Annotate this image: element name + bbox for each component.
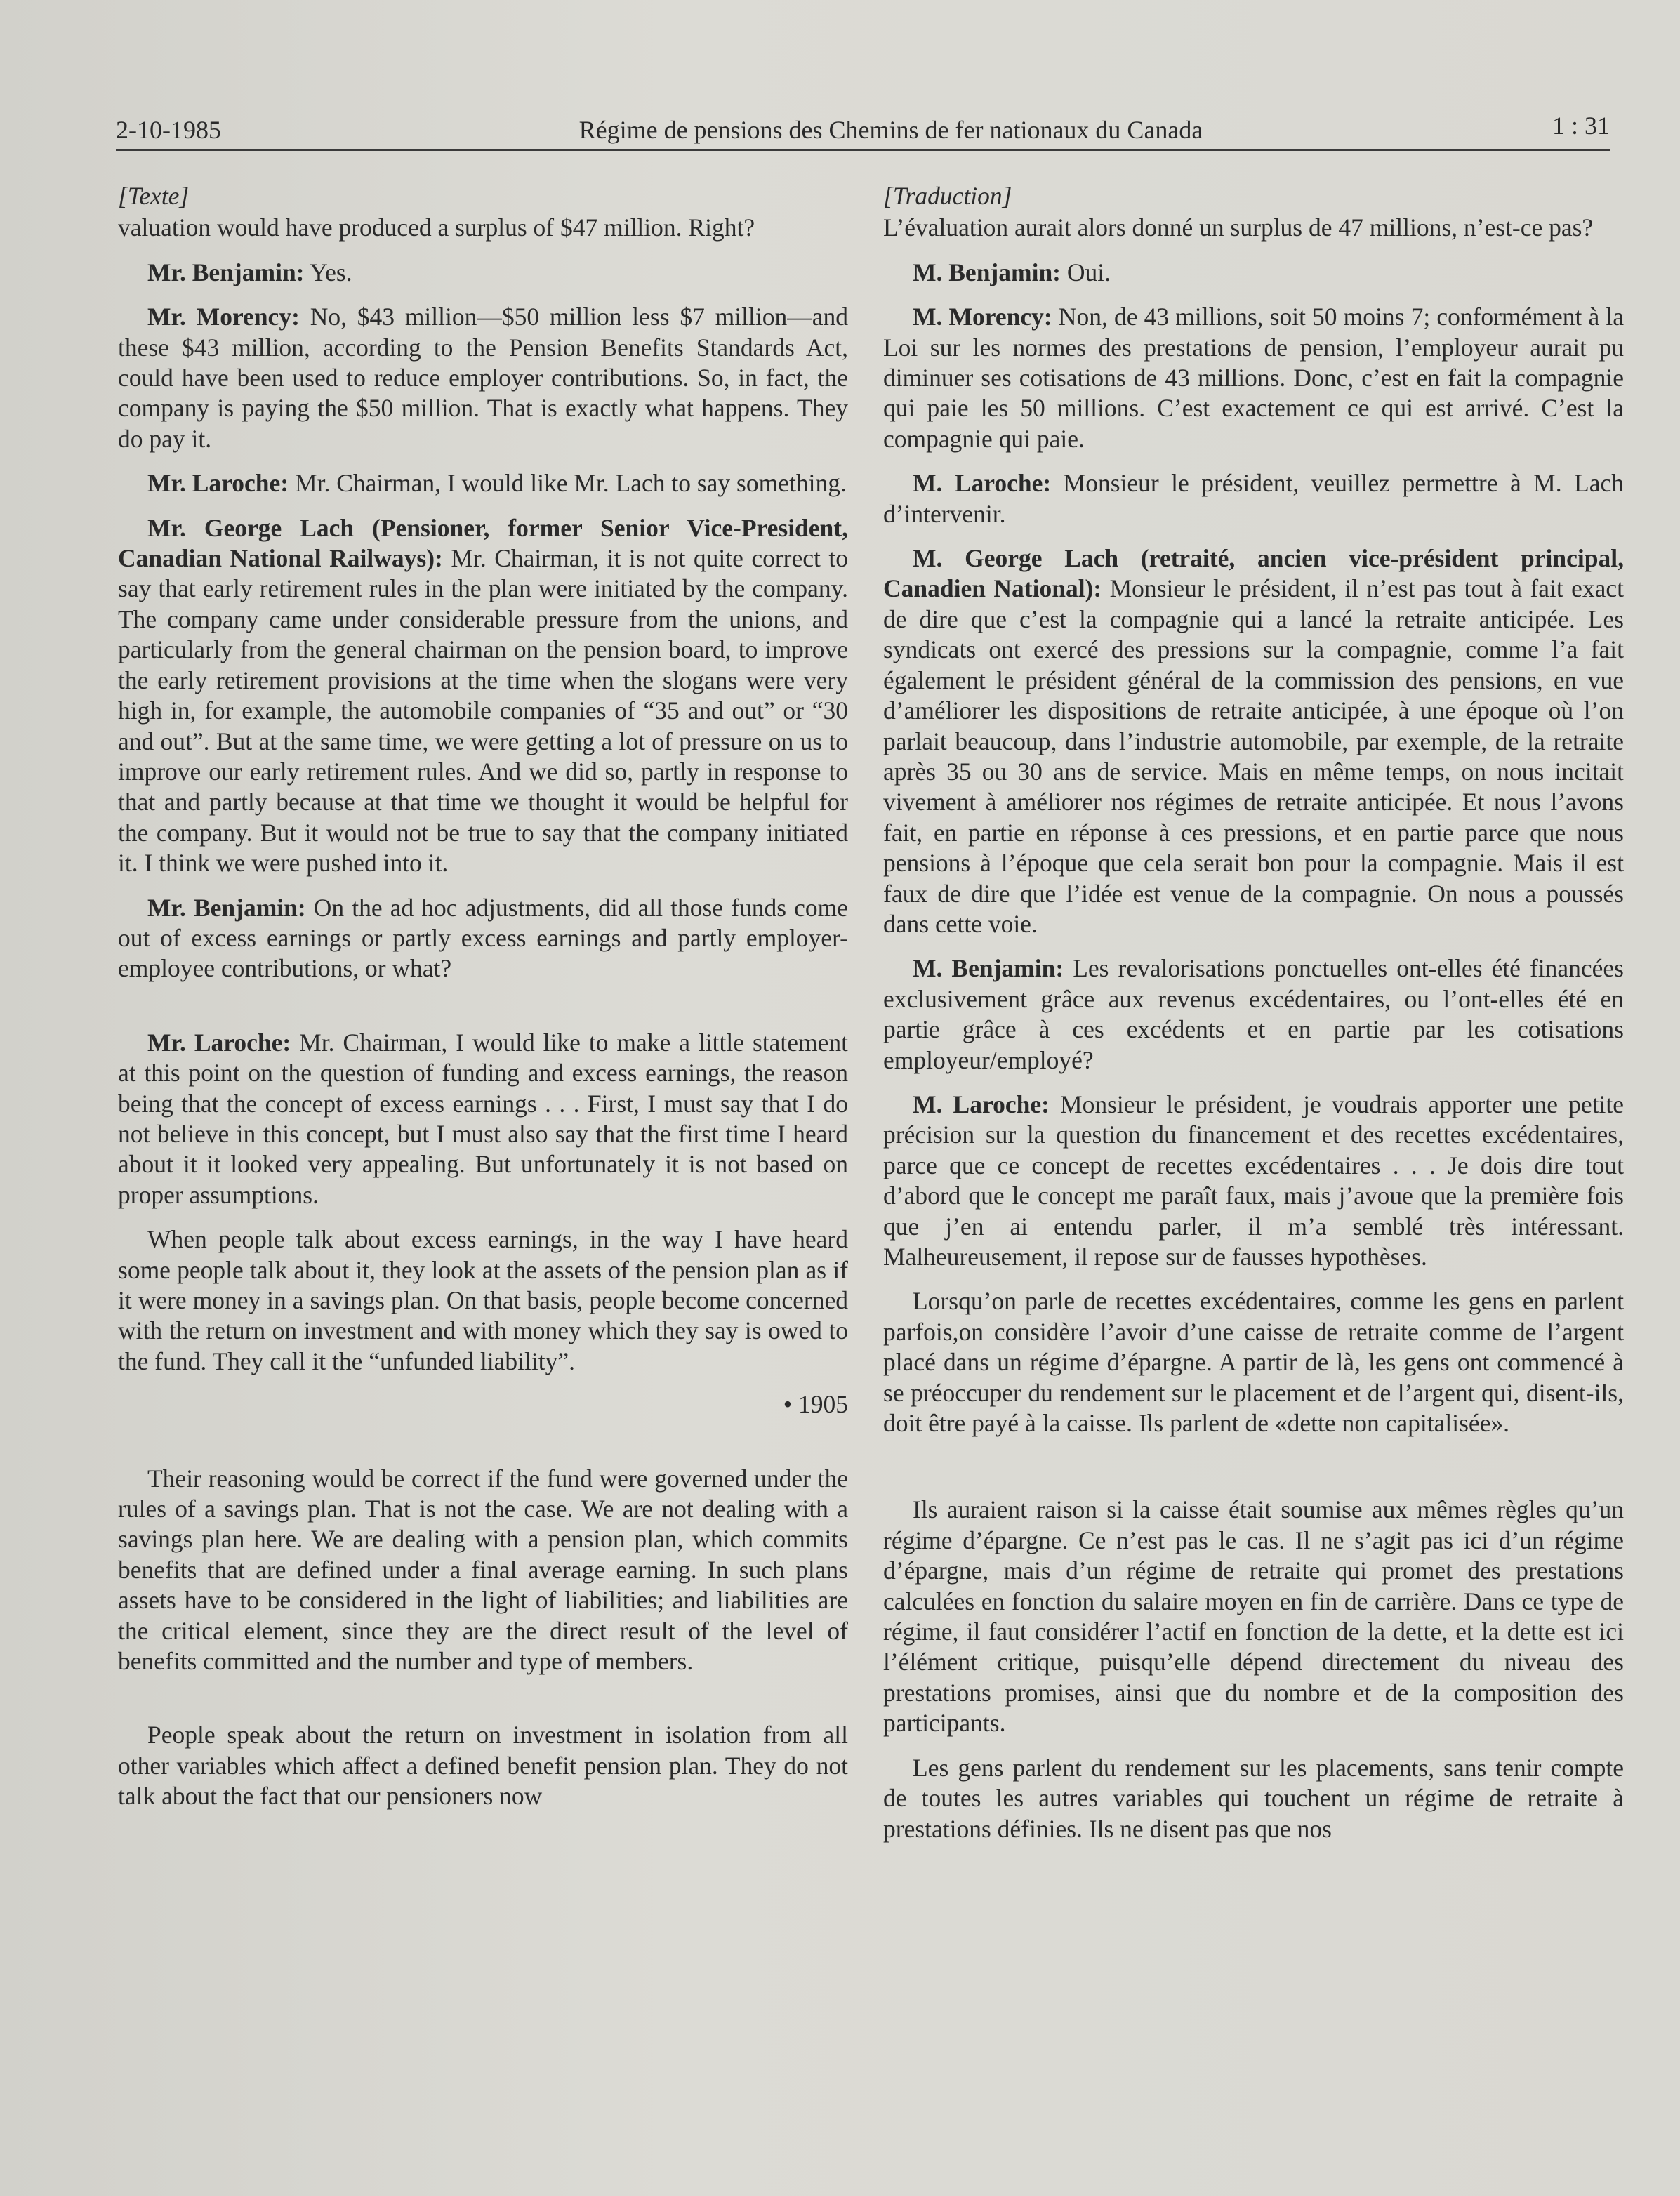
speech-text: Yes. bbox=[304, 258, 352, 286]
speech-text: Les revalorisations ponctuelles ont-elles été financées exclusivement grâce aux revenus excédentaires, ou l’ont-elles été en partie grâce à ces excédents et en partie par les cotisations employeur/employé? bbox=[883, 954, 1624, 1074]
speech-text: Monsieur le président, il n’est pas tout à fait exact de dire que c’est la compagnie qui a lancé la retraite anticipée. Les syndicats ont exercé des pressions sur la compagnie, comme l’a fait également le président général de la commission des pensions, en vue d’améliorer les dispositions de retraite anticipée, à une époque où l’on parlait beaucoup, dans l’industrie automobile, par exemple, de la retraite après 35 ou 30 ans de service. Mais en même temps, on nous incitait vivement à améliorer nos régimes de retraite anticipée. Et nous l’avons fait, en partie en réponse à ces pressions, et en partie parce que nous pensions à l’époque que cela serait bon pour la compagnie. Mais il est faux de dire que l’idée est venue de la compagnie. On nous a poussés dans cette voie. bbox=[883, 574, 1624, 938]
paragraph bbox=[883, 258, 1624, 288]
header-page-number: 1 : 31 bbox=[1552, 112, 1610, 140]
speaker-name: Mr. George Lach (Pensioner, former Senior Vice-President, Canadian National Railways): bbox=[118, 513, 848, 573]
paragraph: Lorsqu’on parle de recettes excédentaires, comme les gens en parlent parfois,on considère l’avoir d’une caisse de retraite comme de l’argent placé dans un régime d’épargne. A partir de là, les gens ont commencé à se préoccuper du rendement sur le placement et de l’argent qui, disent-ils, doit être payé à la caisse. Ils parlent de «dette non capitalisée». bbox=[883, 1287, 1624, 1438]
header-date: 2-10-1985 bbox=[116, 116, 221, 144]
speech-text: Oui. bbox=[1061, 258, 1111, 286]
speaker-name: M. Laroche: bbox=[913, 1090, 1050, 1118]
english-column bbox=[118, 181, 848, 1812]
paragraph bbox=[118, 893, 848, 984]
speech-text: Mr. Chairman, it is not quite correct to say that early retirement rules in the plan were initiated by the company. The company came under considerable pressure from the unions, and particularly from the general chairman on the pension board, to improve the early retirement provisions at the time when the slogans were very high in, for example, the automobile companies of “35 and out” or “30 and out”. But at the same time, we were getting a lot of pressure on us to improve our early retirement rules. And we did so, partly in response to that and partly because at that time we thought it would be helpful for the company. But it would not be true to say that the company initiated it. I think we were pushed into it. bbox=[118, 544, 848, 878]
speech-text: Mr. Chairman, I would like Mr. Lach to say something. bbox=[289, 469, 847, 498]
paragraph: valuation would have produced a surplus of $47 million. Right? bbox=[118, 213, 755, 242]
speaker-name: M. George Lach (retraité, ancien vice-président principal, Canadien National): bbox=[883, 544, 1624, 603]
paragraph bbox=[883, 953, 1624, 1076]
text-marker: [Texte] bbox=[118, 182, 190, 210]
paragraph bbox=[883, 468, 1624, 529]
paragraph bbox=[118, 302, 848, 454]
paragraph: When people talk about excess earnings, in the way I have heard some people talk about it, they look at the assets of the pension plan as if it were money in a savings plan. On that basis, people become concerned with the return on investment and with money which they say is owed to the fund. They call it the “unfunded liability”. bbox=[118, 1225, 848, 1375]
speaker-name: M. Benjamin: bbox=[913, 258, 1061, 286]
speaker-name: M. Laroche: bbox=[913, 469, 1052, 498]
paragraph bbox=[118, 468, 848, 498]
speech-text: On the ad hoc adjustments, did all those funds come out of excess earnings or partly excess earnings and partly employer-employee contributions, or what? bbox=[118, 893, 848, 983]
speech-text: Non, de 43 millions, soit 50 moins 7; conformément à la Loi sur les normes des prestations de pension, l’employeur aurait pu diminuer ses cotisations de 43 millions. Donc, c’est en fait la compagnie qui paie les 50 millions. C’est exactement ce qui est arrivé. C’est la compagnie qui paie. bbox=[883, 303, 1624, 453]
paragraph: People speak about the return on investment in isolation from all other variables which affect a defined benefit pension plan. They do not talk about the fact that our pensioners now bbox=[118, 1721, 848, 1811]
speaker-name: Mr. Laroche: bbox=[147, 1028, 291, 1057]
speech-text: Monsieur le président, je voudrais apporter une petite précision sur la question du financement et des recettes excédentaires, parce que ce concept de recettes excédentaires . . . Je dois dire tout d’abord que le concept me paraît faux, mais j’avoue que la première fois que j’en ai entendu parler, il m’a semblé très intéressant. Malheureusement, il repose sur de fausses hypothèses. bbox=[883, 1090, 1624, 1271]
paragraph: Ils auraient raison si la caisse était soumise aux mêmes règles qu’un régime d’épargne. Ce n’est pas le cas. Il ne s’agit pas ici d’un régime d’épargne, mais d’un régime de retraite qui promet des prestations calculées en fonction du salaire moyen en fin de carrière. Dans ce type de régime, il faut considérer l’actif en fonction de la dette, et la dette est ici l’élément critique, puisqu’elle dépend directement du niveau des prestations promises, ainsi que du nombre et de la composition des participants. bbox=[883, 1495, 1624, 1738]
speaker-name: Mr. Benjamin: bbox=[147, 893, 306, 922]
speaker-name: M. Morency: bbox=[913, 303, 1052, 331]
running-header bbox=[116, 112, 1610, 151]
header-title: Régime de pensions des Chemins de fer nationaux du Canada bbox=[578, 116, 1203, 144]
paragraph bbox=[118, 513, 848, 879]
paragraph bbox=[883, 1090, 1624, 1272]
time-marker: • 1905 bbox=[783, 1390, 848, 1419]
speaker-name: Mr. Laroche: bbox=[147, 469, 289, 498]
french-column bbox=[883, 181, 1624, 1844]
speaker-name: M. Benjamin: bbox=[913, 954, 1064, 983]
paragraph: Their reasoning would be correct if the fund were governed under the rules of a savings plan. That is not the case. We are not dealing with a savings plan here. We are dealing with a pension plan, which commits benefits that are defined under a final average earning. In such plans assets have to be considered in the light of liabilities; and liabilities are the critical element, since they are the direct result of the level of benefits committed and the number and type of members. bbox=[118, 1464, 848, 1676]
paragraph bbox=[118, 258, 848, 288]
paragraph bbox=[883, 302, 1624, 454]
paragraph bbox=[883, 543, 1624, 939]
speech-text: Monsieur le président, veuillez permettre à M. Lach d’intervenir. bbox=[883, 469, 1624, 528]
speaker-name: Mr. Morency: bbox=[147, 303, 300, 331]
paragraph: L’évaluation aurait alors donné un surplus de 47 millions, n’est-ce pas? bbox=[883, 213, 1594, 242]
paragraph bbox=[118, 1028, 848, 1210]
speech-text: No, $43 million—$50 million less $7 million—and these $43 million, according to the Pension Benefits Standards Act, could have been used to reduce employer contributions. So, in fact, the company is paying the $50 million. That is exactly what happens. They do pay it. bbox=[118, 303, 848, 453]
speaker-name: Mr. Benjamin: bbox=[147, 258, 305, 286]
paragraph: Les gens parlent du rendement sur les placements, sans tenir compte de toutes les autres variables qui touchent un régime de retraite à prestations définies. Ils ne disent pas que nos bbox=[883, 1753, 1624, 1843]
speech-text: Mr. Chairman, I would like to make a little statement at this point on the question of funding and excess earnings, the reason being that the concept of excess earnings . . . First, I must say that I do not believe in this concept, but I must also say that the first time I heard about it it looked very appealing. But unfortunately it is not based on proper assumptions. bbox=[118, 1028, 848, 1209]
translation-marker: [Traduction] bbox=[883, 182, 1012, 210]
